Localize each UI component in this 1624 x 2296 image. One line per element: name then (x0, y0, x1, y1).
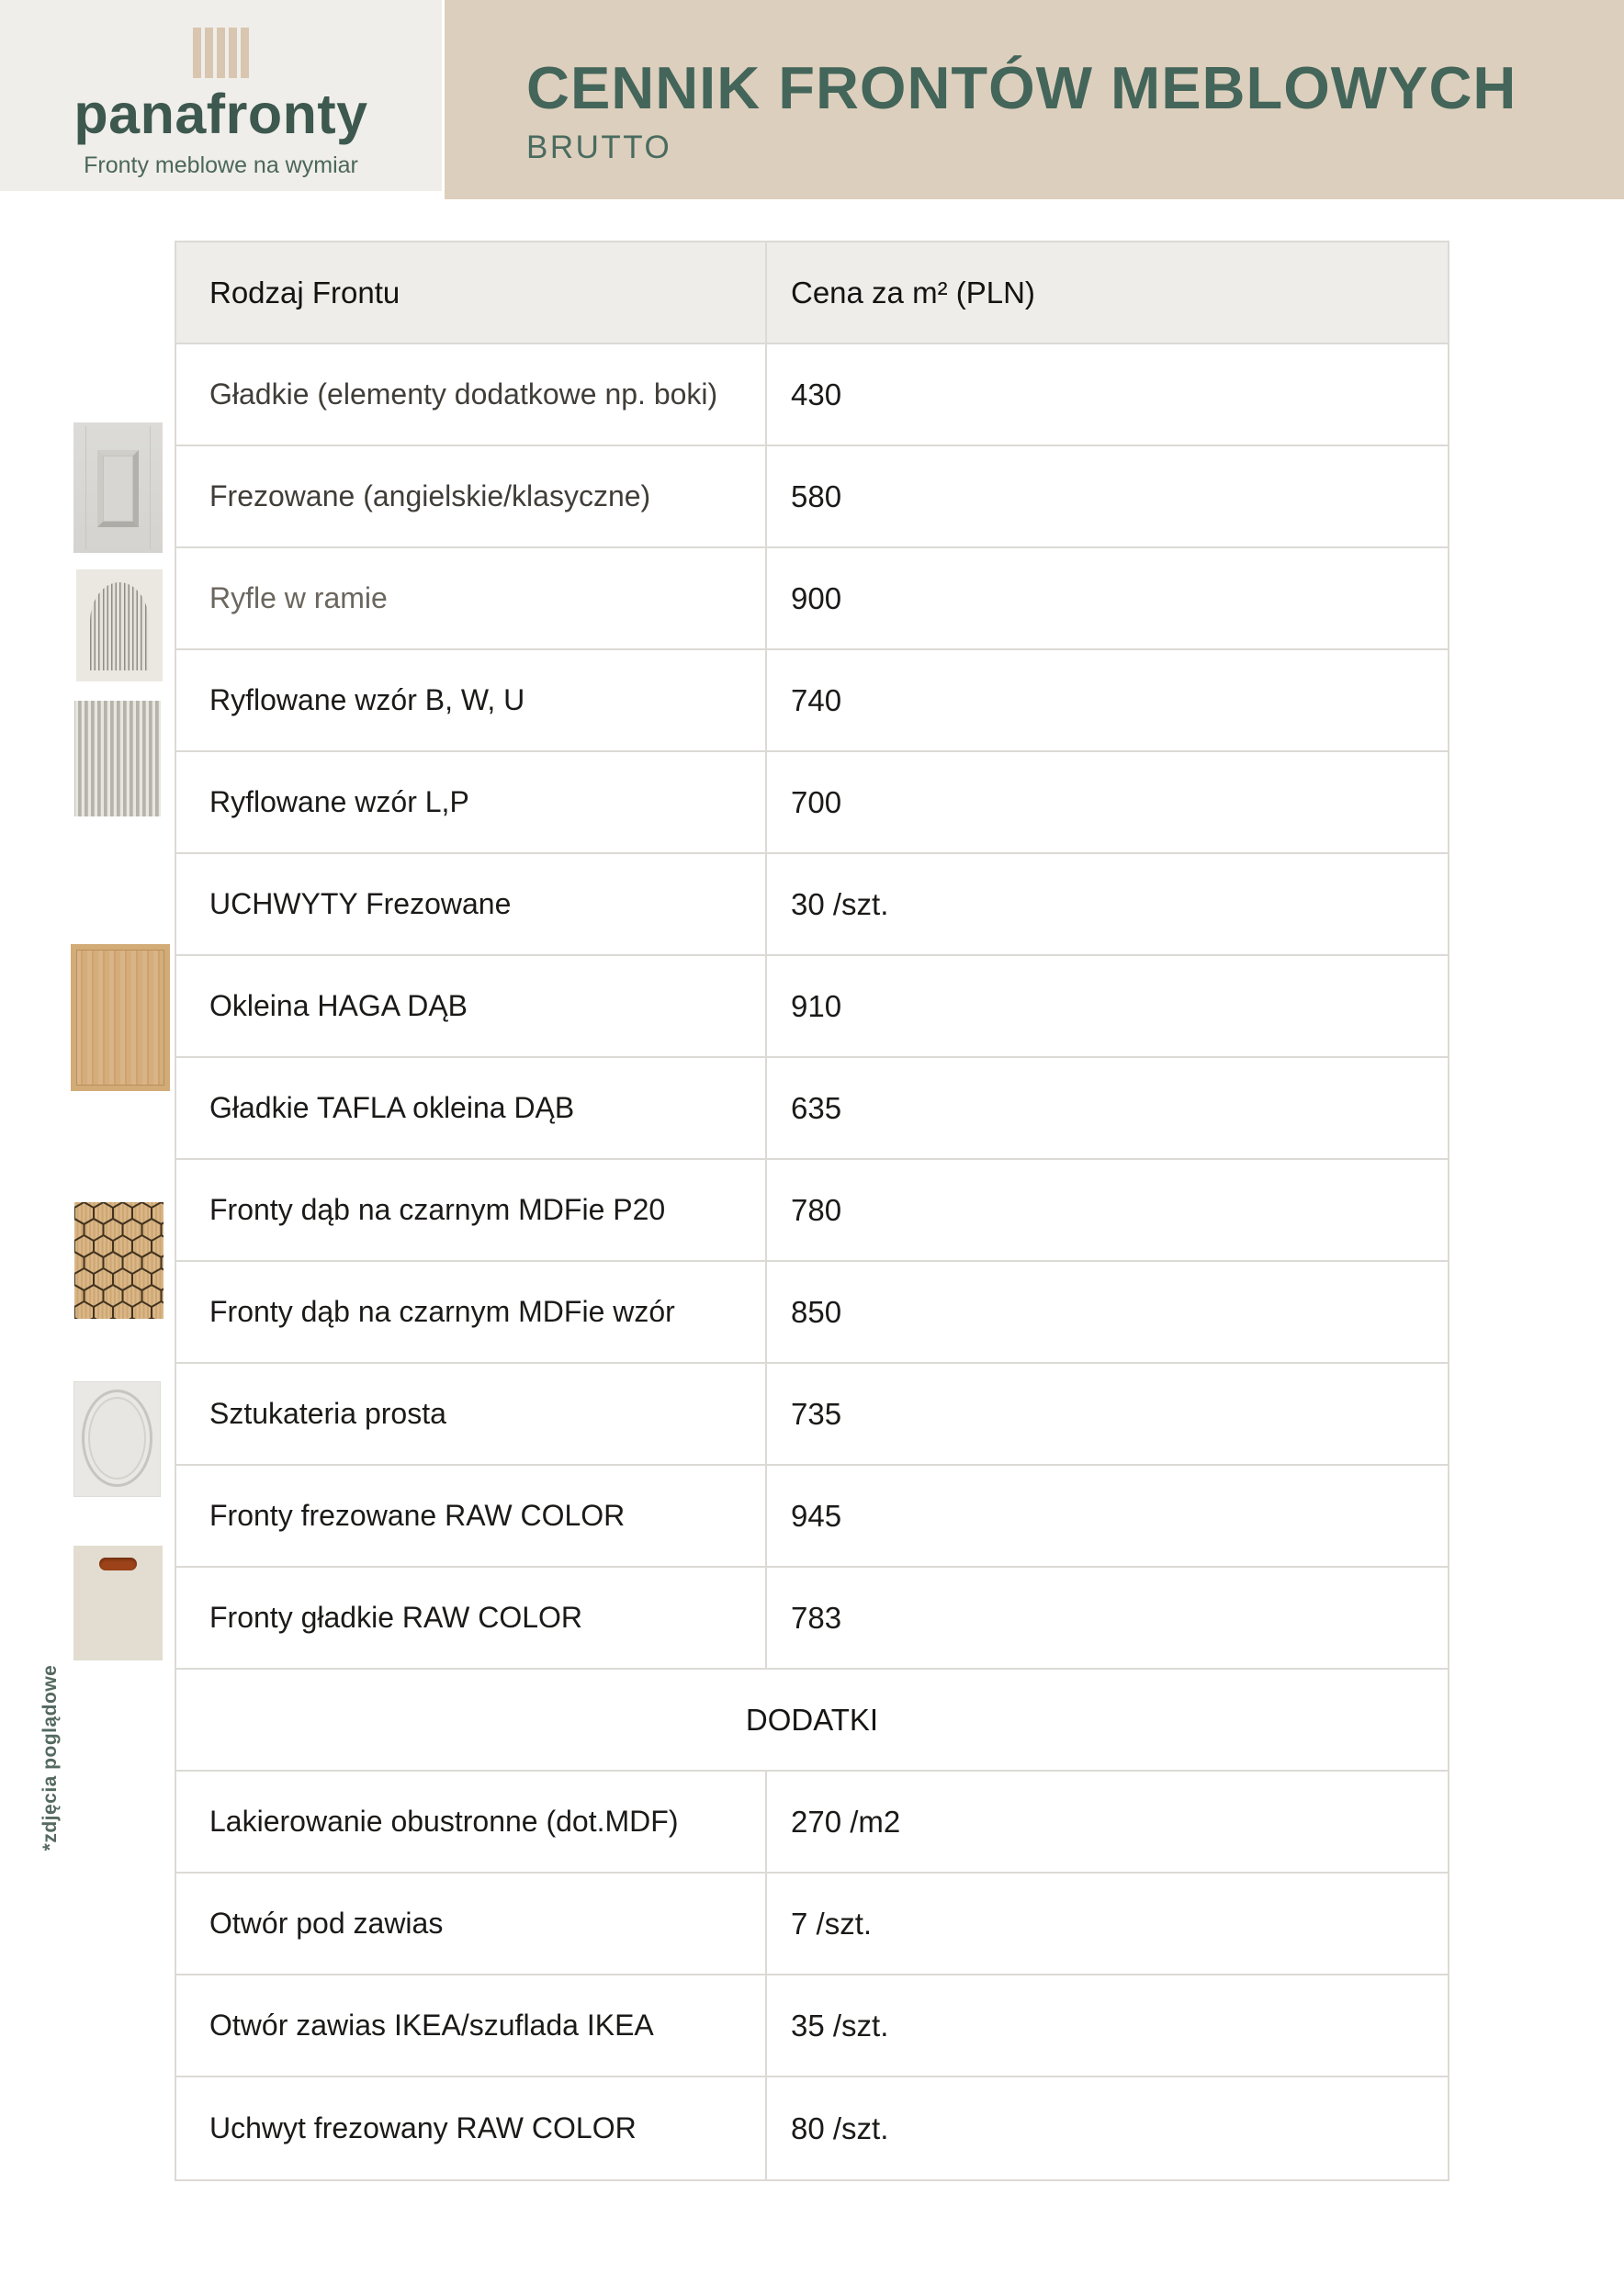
price-cell: 30 /szt. (791, 886, 889, 921)
side-note: *zdjęcia poglądowe (39, 1664, 61, 1851)
front-type-cell: Fronty dąb na czarnym MDFie wzór (176, 1262, 767, 1362)
price-cell: 850 (791, 1294, 842, 1329)
table-row (176, 344, 1448, 446)
raw-color-front-with-handle-thumbnail (73, 1546, 163, 1660)
front-type-cell: Uchwyt frezowany RAW COLOR (176, 2077, 767, 2179)
table-row (176, 956, 1448, 1058)
price-table (175, 241, 1449, 2181)
front-type-cell: Otwór zawias IKEA/szuflada IKEA (176, 1975, 767, 2076)
price-cell: 735 (791, 1396, 842, 1431)
page-subtitle: BRUTTO (526, 129, 672, 166)
price-cell: 270 /m2 (791, 1804, 901, 1839)
table-row (176, 650, 1448, 752)
front-type-cell: Fronty dąb na czarnym MDFie P20 (176, 1160, 767, 1260)
table-row (176, 1874, 1448, 1975)
price-cell: 780 (791, 1192, 842, 1227)
table-row (176, 1772, 1448, 1874)
price-cell: 945 (791, 1498, 842, 1533)
price-cell: 35 /szt. (791, 2008, 889, 2043)
fluted-slats-front-thumbnail (74, 701, 161, 816)
front-type-cell: Sztukateria prosta (176, 1364, 767, 1464)
price-cell: 700 (791, 784, 842, 819)
hexagon-pattern-icon (74, 1202, 164, 1319)
front-type-cell: Fronty gładkie RAW COLOR (176, 1568, 767, 1668)
front-type-cell: Otwór pod zawias (176, 1874, 767, 1974)
price-cell: 783 (791, 1600, 842, 1635)
brand-tagline: Fronty meblowe na wymiar (84, 152, 358, 178)
front-type-cell: Frezowane (angielskie/klasyczne) (176, 446, 767, 546)
section-header-row: DODATKI (176, 1670, 1448, 1772)
price-cell: 635 (791, 1090, 842, 1125)
price-cell: 7 /szt. (791, 1906, 873, 1941)
table-row (176, 1262, 1448, 1364)
table-row (176, 446, 1448, 548)
table-row (176, 752, 1448, 854)
vertical-bars-icon (193, 28, 249, 78)
table-row (176, 1975, 1448, 2077)
price-cell: 430 (791, 377, 842, 411)
front-type-cell: Ryflowane wzór L,P (176, 752, 767, 852)
table-row (176, 1160, 1448, 1262)
price-cell: 80 /szt. (791, 2110, 889, 2145)
front-type-cell: Gładkie (elementy dodatkowe np. boki) (176, 344, 767, 445)
front-type-cell: Fronty frezowane RAW COLOR (176, 1466, 767, 1566)
front-type-cell: Okleina HAGA DĄB (176, 956, 767, 1056)
hexagon-pattern-front-thumbnail (74, 1202, 164, 1319)
oak-veneer-front-thumbnail (71, 944, 170, 1091)
table-row (176, 2077, 1448, 2179)
table-row (176, 1364, 1448, 1466)
table-header-row (176, 242, 1448, 344)
logo (0, 0, 442, 191)
price-cell: 910 (791, 988, 842, 1023)
milled-handle-icon (99, 1558, 137, 1570)
table-row (176, 1058, 1448, 1160)
column-header-price: Cena za m² (PLN) (791, 275, 1035, 310)
table-row (176, 1568, 1448, 1670)
front-type-cell: Gładkie TAFLA okleina DĄB (176, 1058, 767, 1158)
page-title: CENNIK FRONTÓW MEBLOWYCH (526, 54, 1517, 121)
table-row (176, 548, 1448, 650)
front-type-cell: Ryflowane wzór B, W, U (176, 650, 767, 750)
front-type-cell: UCHWYTY Frezowane (176, 854, 767, 954)
table-row (176, 1466, 1448, 1568)
brand-name: panafronty (73, 83, 368, 145)
header-banner (445, 0, 1624, 199)
price-cell: 900 (791, 580, 842, 615)
arched-fluted-front-thumbnail (76, 569, 163, 681)
oval-sztukateria-front-thumbnail (73, 1381, 161, 1497)
table-row (176, 854, 1448, 956)
front-type-cell: Lakierowanie obustronne (dot.MDF) (176, 1772, 767, 1872)
shaker-framed-front-thumbnail (73, 422, 163, 553)
price-cell: 580 (791, 478, 842, 513)
front-type-cell: Ryfle w ramie (176, 548, 767, 648)
price-cell: 740 (791, 682, 842, 717)
column-header-front-type: Rodzaj Frontu (176, 242, 767, 343)
